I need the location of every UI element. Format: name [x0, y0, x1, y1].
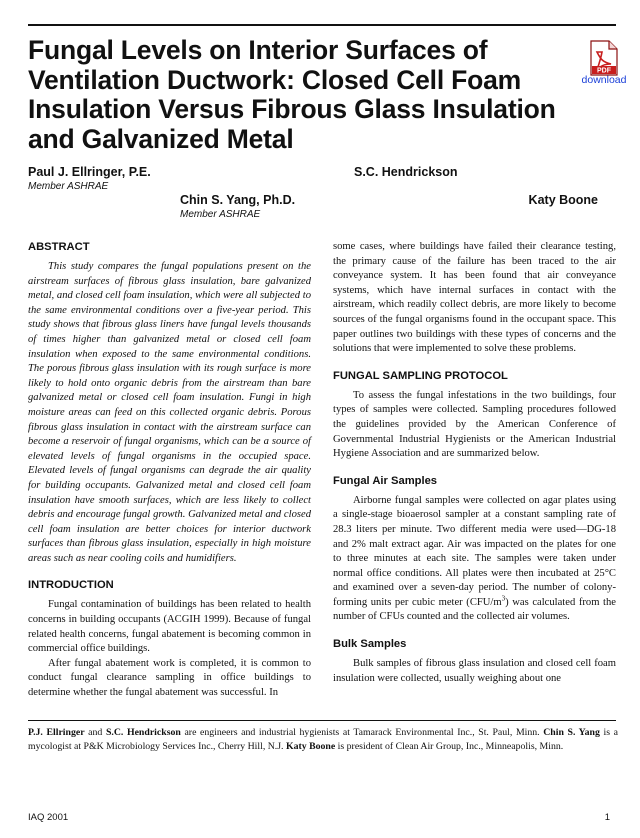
sampling-protocol-heading: FUNGAL SAMPLING PROTOCOL: [333, 369, 508, 382]
pdf-file-icon: [589, 40, 619, 76]
footnote-rule: [28, 720, 616, 721]
author-name: S.C. Hendrickson: [354, 165, 458, 179]
footer-conference: IAQ 2001: [28, 812, 69, 823]
paragraph: Bulk samples of fibrous glass insulation and closed cell foam insulation were collected, usually weighing about one: [333, 658, 616, 684]
author-name: Paul J. Ellringer, P.E.: [28, 165, 151, 179]
footnote-author: P.J. Ellringer: [28, 727, 85, 738]
top-rule: [28, 24, 616, 26]
air-text-end: ) was calculated from the number of CFUs counted and the collected air volumes.: [333, 596, 616, 623]
author-affiliation: Member ASHRAE: [180, 209, 261, 220]
right-column: [333, 240, 616, 686]
page-number: 1: [604, 812, 610, 823]
paragraph: To assess the fungal infestations in the two buildings, four types of samples were collected. Sampling procedures followed the guidelines provided by the American Conference of Governmental Industrial Hygienists or the American Industrial Hygiene Association and are summarized below.: [333, 389, 616, 460]
footnote-text: are engineers and industrial hygienists at Tamarack Environmental Inc., St. Paul, Minn.: [180, 727, 544, 738]
pdf-icon-label: PDF: [597, 67, 611, 75]
left-column: [28, 240, 311, 701]
pdf-download-link[interactable]: [576, 40, 632, 96]
download-label[interactable]: download: [581, 74, 627, 86]
paragraph: After fungal abatement work is completed, it is common to conduct fungal clearance sampling in office buildings to determine whether the fungal abatement was successful. In: [28, 657, 311, 699]
footnote-author: S.C. Hendrickson: [105, 727, 181, 738]
abstract-heading: ABSTRACT: [28, 241, 90, 253]
footnote-author: Katy Boone: [285, 740, 336, 752]
author-footnote: [28, 726, 618, 753]
author-name: Chin S. Yang, Ph.D.: [180, 193, 296, 207]
paragraph: some cases, where buildings have failed their clearance testing, the primary cause of the failure has been traced to the air conveyance system. It has been found that air conveyance systems, which have internal surfaces in contact with the airstream, which readily collect debris, are more likely to become sources of the fungal organisms found in the occupant space. This paper outlines two buildings with these types of concerns and the solutions that were implemented to solve these problems.: [333, 241, 616, 355]
abstract-text: This study compares the fungal populations present on the airstream surfaces of fibrous glass insulation, bare galvanized metal, and closed cell foam insulation, which were all subjected to the same environmental conditions over a five-year period. This study shows that fibrous glass liners have fungal levels thousands of times higher than galvanized metal or closed cell foam insulation when exposed to the same environmental conditions. The porous fibrous glass insulation with its rough surface is more likely to hold onto organic debris from the airstream than bare galvanized metal or closed cell foam insulation. Fungi in high moisture areas can feed on this collected organic debris. Porous fibrous glass insulation in contact with the airstream surface can become a reservoir of fungal organisms, which can be a source of elevated levels of fungal organisms in the occupied space. Elevated levels of fungal organisms can degrade the air quality for building occupants. Galvanized metal and closed cell foam insulation have smooth surfaces, which are less likely to collect debris and encourage fungal growth. Galvanized metal and closed cell foam insulation are better choices for interior ductwork surfaces than fibrous glass insulation, especially in high moisture areas such as near cooling coils and humidifiers.: [28, 261, 311, 564]
air-text-start: Airborne fungal samples were collected on agar plates using a single-stage bioaerosol sampler at a constant sampling rate of 28.3 liters per minute. Two different media were used—DG-18 and 2% malt extract agar. Air was impacted on the plates for one to three minutes at each site. The samples were taken under normal office conditions. All plates were then incubated at 25°C and examined over a seven-day period. The number of colony-forming units per cubic meter (CFU/m: [333, 494, 616, 608]
footnote-author: Chin S. Yang: [543, 727, 600, 738]
paragraph: [333, 494, 616, 625]
air-samples-heading: Fungal Air Samples: [333, 474, 438, 487]
footnote-text: is president of Clean Air Group, Inc., Minneapolis, Minn.: [335, 740, 564, 752]
paper-title: Fungal Levels on Interior Surfaces of Ventilation Ductwork: Closed Cell Foam Insulation Versus Fibrous Glass Insulation and Galvanized Metal: [28, 35, 556, 154]
superscript: 3: [501, 594, 506, 603]
author-affiliation: Member ASHRAE: [28, 181, 109, 192]
paragraph: Fungal contamination of buildings has been related to health concerns in building occupants (ACGIH 1999). Because of fungal related health concerns, fungal abatement is becoming common in commercial office buildings.: [28, 599, 311, 655]
author-name: Katy Boone: [528, 193, 598, 207]
bulk-samples-heading: Bulk Samples: [333, 638, 407, 651]
footnote-text: is a mycologist at P&K Microbiology Services Inc., Cherry Hill, N.J.: [28, 727, 618, 752]
footnote-text: and: [84, 727, 106, 738]
introduction-heading: INTRODUCTION: [28, 579, 114, 592]
